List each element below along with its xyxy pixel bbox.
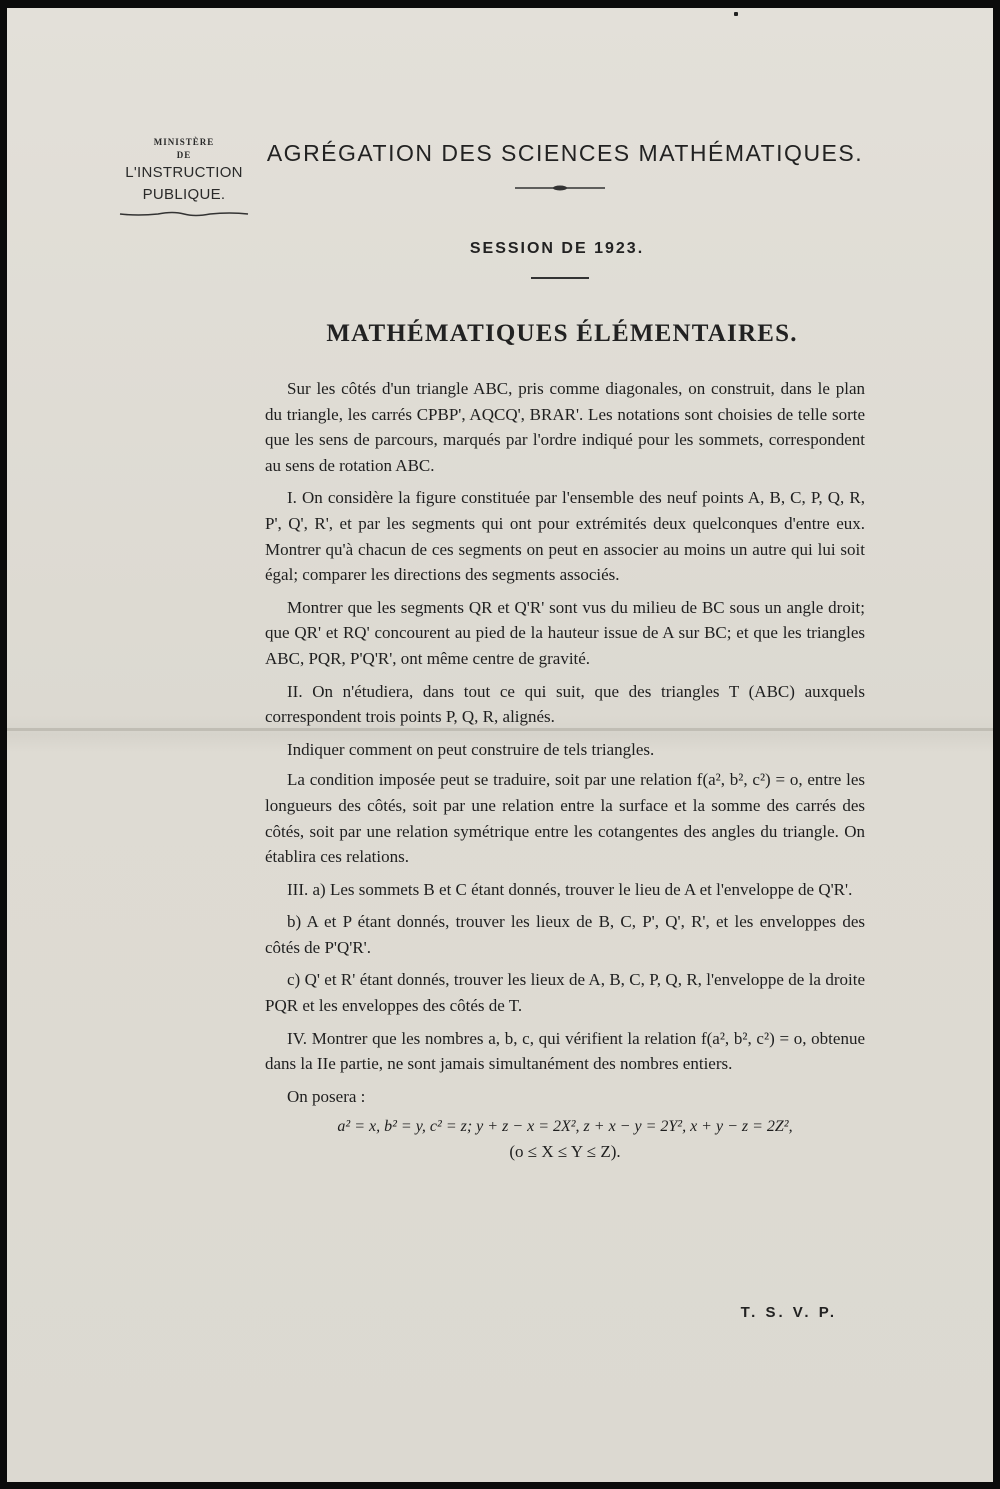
ministry-line-4: PUBLIQUE.	[142, 186, 226, 203]
formula-line-1: a² = x, b² = y, c² = z; y + z − x = 2X², z + x − y = 2Y², x + y − z = 2Z²,	[337, 1118, 793, 1136]
paragraph-part4: IV. Montrer que les nombres a, b, c, qui vérifient la relation f(a², b², c²) = o, obtenue dans la IIe partie, ne sont jamais simultanément des nombres entiers.	[265, 1028, 865, 1074]
session-rule	[531, 277, 589, 279]
paragraph-intro: Sur les côtés d'un triangle ABC, pris comme diagonales, on construit, dans le plan du triangle, les carrés CPBP', AQCQ', BRAR'. Les notations sont choisies de telle sorte que les sens de parcours, marqués par l'ordre indiqué pour les sommets, correspondent au sens de rotation ABC.	[265, 379, 865, 475]
paragraph-part2-b: Indiquer comment on peut construire de tels triangles.	[287, 739, 655, 759]
paragraph-posera: On posera :	[287, 1086, 366, 1106]
ministry-flourish	[118, 210, 250, 218]
paragraph-part1-b: Montrer que les segments QR et Q'R' sont vus du milieu de BC sous un angle droit; que QR' et RQ' concourent au pied de la hauteur issue de A sur BC; et que les triangles ABC, PQR, P'Q'R', ont même centre de gravité.	[265, 597, 865, 668]
exam-sheet	[7, 8, 993, 1482]
turn-over-note: T. S. V. P.	[740, 1304, 837, 1321]
ministry-line-1: MINISTÈRE	[153, 137, 215, 147]
formula-line-2: (o ≤ X ≤ Y ≤ Z).	[509, 1142, 621, 1162]
paragraph-part3-b: b) A et P étant donnés, trouver les lieux de B, C, P', Q', R', et les enveloppes des côtés de P'Q'R'.	[265, 912, 865, 957]
paragraph-part3-a: III. a) Les sommets B et C étant donnés, trouver le lieu de A et l'enveloppe de Q'R'.	[287, 879, 853, 899]
title-ornament-rule	[515, 184, 605, 192]
subject-heading: MATHÉMATIQUES ÉLÉMENTAIRES.	[326, 320, 798, 347]
paragraph-part1-a: I. On considère la figure constituée par l'ensemble des neuf points A, B, C, P, Q, R, P', Q', R', et par les segments qui ont pour extrémités deux quelconques d'entre eux. Montrer qu'à chacun de ces segments on peut en associer au moins un autre qui lui soit égal; comparer les directions des segments associés.	[265, 488, 865, 585]
ministry-block	[109, 136, 259, 218]
paragraph-part2-c: La condition imposée peut se traduire, soit par une relation f(a², b², c²) = o, entre les longueurs des côtés, soit par une relation entre la surface et la somme des carrés des côtés, soit par une relation symétrique entre les cotangentes des angles du triangle. On établira ces relations.	[265, 770, 865, 867]
ministry-line-2: DE	[176, 150, 192, 160]
ministry-line-3: L'INSTRUCTION	[125, 164, 243, 181]
paragraph-part3-c: c) Q' et R' étant donnés, trouver les lieux de A, B, C, P, Q, R, l'enveloppe de la droite PQR et les enveloppes des côtés de T.	[265, 970, 865, 1016]
exam-title: AGRÉGATION DES SCIENCES MATHÉMATIQUES.	[266, 140, 864, 166]
paper-speck	[734, 12, 738, 16]
exam-text	[265, 376, 865, 1164]
paragraph-part2-a: II. On n'étudiera, dans tout ce qui suit, que des triangles T (ABC) auxquels correspondent trois points P, Q, R, alignés.	[265, 681, 865, 727]
session-heading: SESSION DE 1923.	[469, 240, 645, 257]
